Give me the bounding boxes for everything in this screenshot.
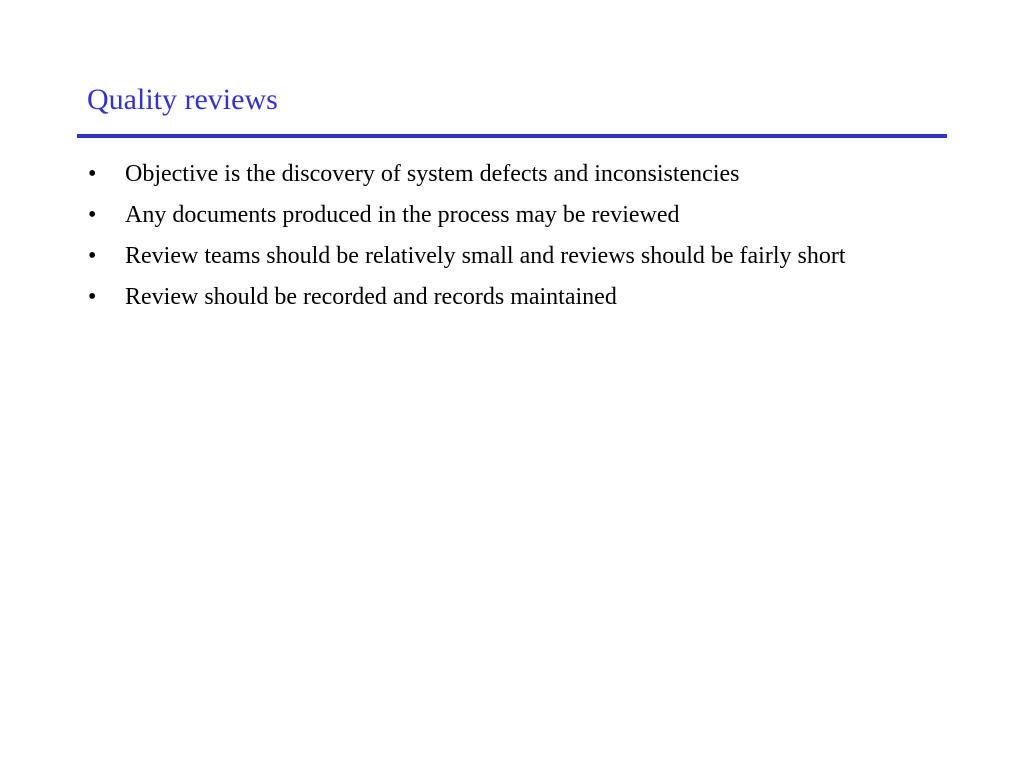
bullet-item [84, 198, 934, 233]
bullet-marker: • [88, 161, 97, 187]
bullet-item [84, 157, 934, 192]
bullet-list [84, 157, 934, 321]
bullet-text: Review should be recorded and records maintained [125, 284, 617, 310]
bullet-marker: • [88, 243, 97, 269]
slide-title: Quality reviews [87, 83, 278, 116]
bullet-text: Review teams should be relatively small and reviews should be fairly short [125, 243, 846, 269]
bullet-marker: • [88, 284, 97, 310]
title-underline [77, 134, 947, 138]
bullet-item [84, 239, 934, 274]
bullet-text: Objective is the discovery of system defects and inconsistencies [125, 161, 740, 187]
bullet-marker: • [88, 202, 97, 228]
bullet-item [84, 280, 934, 315]
bullet-text: Any documents produced in the process may be reviewed [125, 202, 680, 228]
